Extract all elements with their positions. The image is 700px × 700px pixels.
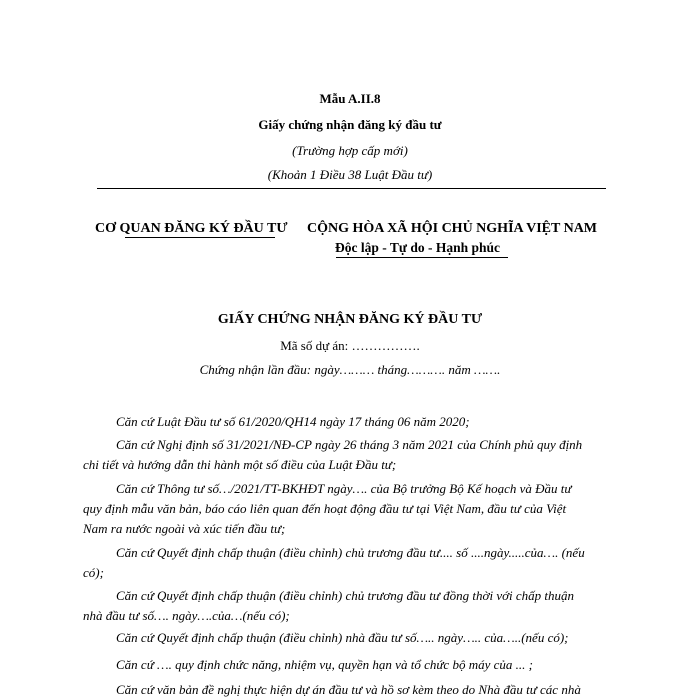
paragraph-line: nhà đầu tư số…. ngày….của…(nếu có); <box>83 608 290 623</box>
paragraph-line: Căn cứ văn bản đề nghị thực hiện dự án đầu tư và hồ sơ kèm theo do Nhà đầu tư các nhà <box>116 682 581 697</box>
legal-basis-paragraph <box>83 680 618 700</box>
form-title: Giấy chứng nhận đăng ký đầu tư <box>258 117 442 132</box>
paragraph-line: Nam ra nước ngoài và xúc tiến đầu tư; <box>83 521 286 536</box>
paragraph-line: chi tiết và hướng dẫn thi hành một số điều của Luật Đầu tư; <box>83 457 397 472</box>
paragraph-line: Căn cứ Luật Đầu tư số 61/2020/QH14 ngày 17 tháng 06 năm 2020; <box>116 414 470 429</box>
paragraph-line: có); <box>83 565 104 580</box>
national-motto: Độc lập - Tự do - Hạnh phúc <box>335 240 501 255</box>
paragraph-line: Căn cứ Nghị định số 31/2021/NĐ-CP ngày 26 tháng 3 năm 2021 của Chính phủ quy định <box>116 437 583 452</box>
legal-basis-paragraph <box>83 435 618 475</box>
legal-basis-paragraph <box>83 628 618 648</box>
paragraph-line: Căn cứ Thông tư số…/2021/TT-BKHĐT ngày…. của Bộ trưởng Bộ Kế hoạch và Đầu tư <box>116 481 572 496</box>
paragraph-line: Căn cứ Quyết định chấp thuận (điều chỉnh) chủ trương đầu tư đồng thời với chấp thuận <box>116 588 575 603</box>
project-code: Mã số dự án: ……………. <box>280 338 420 353</box>
agency-title: CƠ QUAN ĐĂNG KÝ ĐẦU TƯ <box>95 221 288 236</box>
case-note: (Trường hợp cấp mới) <box>292 143 408 158</box>
country-title: CỘNG HÒA XÃ HỘI CHỦ NGHĨA VIỆT NAM <box>307 221 598 236</box>
certificate-title: GIẤY CHỨNG NHẬN ĐĂNG KÝ ĐẦU TƯ <box>217 312 483 327</box>
legal-basis-paragraph <box>83 412 618 432</box>
agency-underline <box>125 237 275 238</box>
first-issue-date: Chứng nhận lần đầu: ngày……… tháng………. năm ……. <box>199 362 501 377</box>
paragraph-line: Căn cứ Quyết định chấp thuận (điều chỉnh) chủ trương đầu tư.... số ....ngày.....của…. (nếu <box>116 545 585 560</box>
paragraph-line: Căn cứ …. quy định chức năng, nhiệm vụ, quyền hạn và tổ chức bộ máy của ... ; <box>116 657 533 672</box>
header-divider <box>97 188 606 189</box>
legal-basis-paragraph <box>83 655 618 675</box>
paragraph-line: quy định mẫu văn bản, báo cáo liên quan đến hoạt động đầu tư tại Việt Nam, đầu tư của Việt <box>83 501 567 516</box>
legal-basis-note: (Khoản 1 Điều 38 Luật Đầu tư) <box>267 167 433 182</box>
legal-basis-paragraph <box>83 543 618 583</box>
legal-basis-paragraph <box>83 586 618 626</box>
paragraph-line: Căn cứ Quyết định chấp thuận (điều chỉnh) nhà đầu tư số….. ngày….. của…..(nếu có); <box>116 630 569 645</box>
motto-underline <box>336 257 508 258</box>
form-code: Mẫu A.II.8 <box>319 91 381 106</box>
legal-basis-paragraph <box>83 479 618 539</box>
